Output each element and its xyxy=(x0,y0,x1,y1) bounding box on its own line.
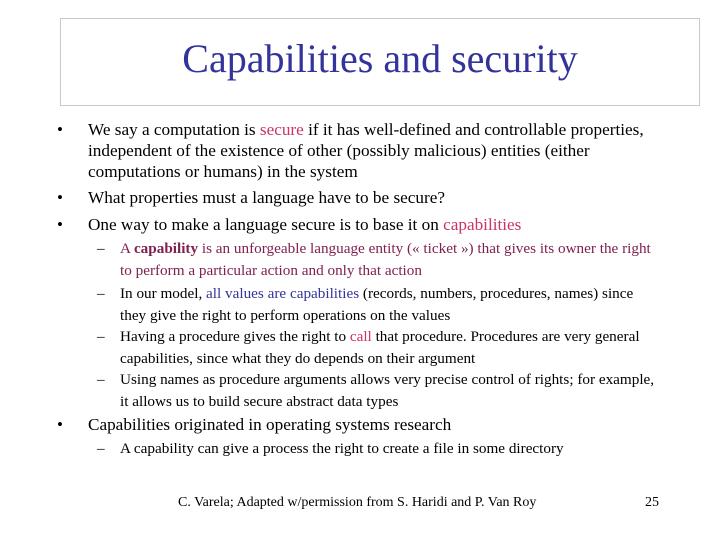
bullet-text: We say a computation is xyxy=(88,120,260,139)
subbullet-text: A xyxy=(120,240,134,257)
subbullet-item xyxy=(97,238,660,281)
subbullet-text: Using names as procedure arguments allows very precise control of rights; for example, it allows us to build secure abstract data types xyxy=(120,371,655,410)
bullet-text: What properties must a language have to be secure? xyxy=(88,188,445,207)
bullet-icon: • xyxy=(57,215,63,234)
dash-icon: – xyxy=(97,285,105,302)
bullet-text: if it has well-defined and controllable properties, independent of the existence of other (possibly malicious) entities (either computations or humans) in the system xyxy=(88,120,644,181)
subbullet-text: that procedure. Procedures are very general capabilities, since what they do depends on their argument xyxy=(120,328,640,367)
subbullet-item xyxy=(97,326,660,369)
page-number: 25 xyxy=(645,495,659,510)
bullet-item xyxy=(57,414,663,435)
dash-icon: – xyxy=(97,240,105,257)
title-box xyxy=(60,18,700,106)
bullet-icon: • xyxy=(57,188,63,207)
bullet-icon: • xyxy=(57,120,63,139)
subbullet-text: A capability can give a process the right to create a file in some directory xyxy=(120,440,564,457)
bullet-icon: • xyxy=(57,415,63,434)
subbullet-text: In our model, xyxy=(120,285,207,302)
subbullet-item xyxy=(97,369,660,412)
dash-icon: – xyxy=(97,440,105,457)
subbullet-item xyxy=(97,438,660,460)
highlight-term: call xyxy=(349,328,372,345)
bullet-item xyxy=(57,119,663,182)
highlight-term: secure xyxy=(259,120,304,139)
footer-credit: C. Varela; Adapted w/permission from S. Haridi and P. Van Roy xyxy=(178,495,537,510)
subbullet-text: (records, numbers, procedures, names) since they give the right to perform operations on the values xyxy=(120,285,634,324)
dash-icon: – xyxy=(97,328,105,345)
subbullet-item xyxy=(97,283,660,326)
bullet-text: One way to make a language secure is to base it on xyxy=(88,215,444,234)
dash-icon: – xyxy=(97,371,105,388)
slide-title: Capabilities and security xyxy=(182,36,578,81)
bullet-text: Capabilities originated in operating systems research xyxy=(88,415,452,434)
subbullet-text: is an unforgeable language entity (« ticket ») that gives its owner the right to perform a particular action and only that action xyxy=(120,240,651,279)
bullet-item xyxy=(57,214,663,235)
bullet-item xyxy=(57,187,663,208)
highlight-term: capabilities xyxy=(443,215,522,234)
highlight-term: capability xyxy=(133,240,199,257)
highlight-term: all values are capabilities xyxy=(206,285,360,302)
subbullet-text: Having a procedure gives the right to xyxy=(120,328,350,345)
